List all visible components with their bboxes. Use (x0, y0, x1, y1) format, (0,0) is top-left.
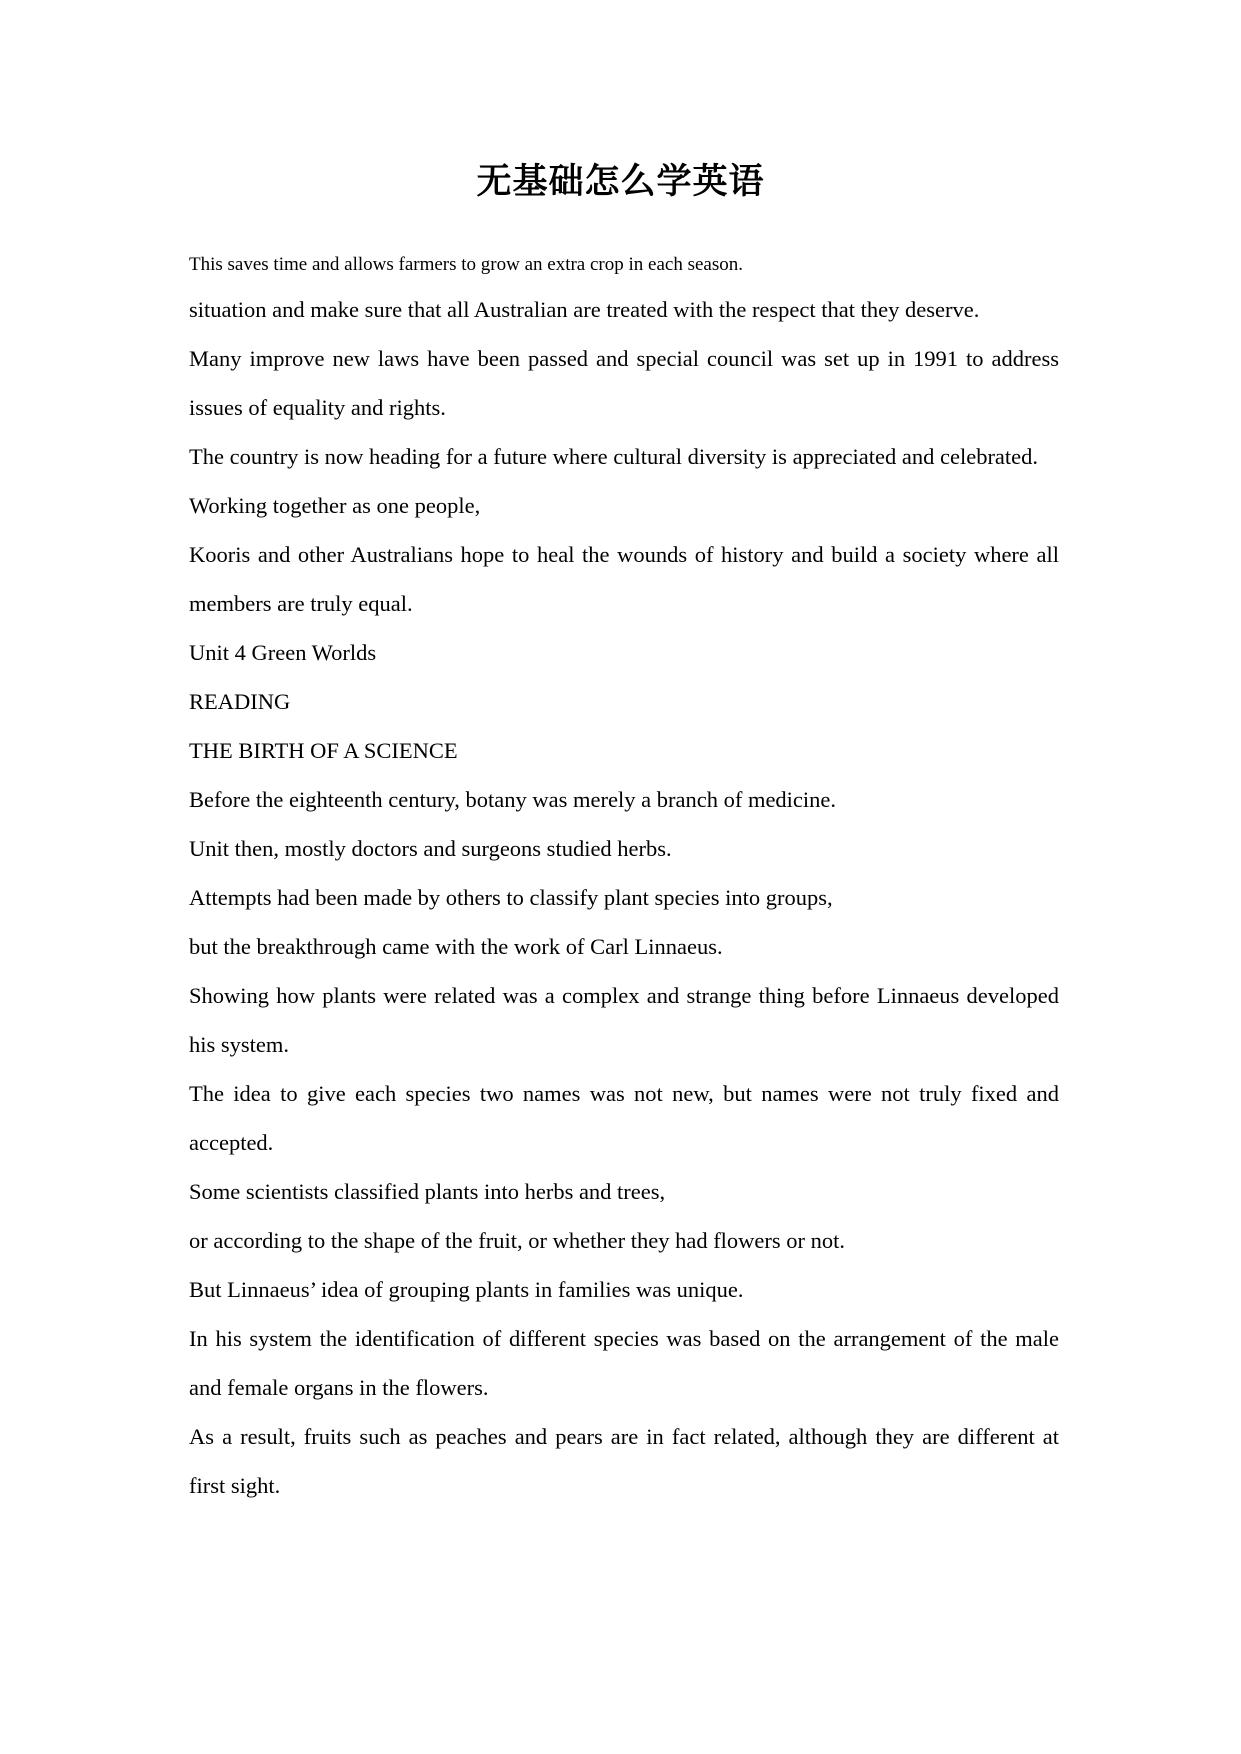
intro-line: This saves time and allows farmers to grow an extra crop in each season. (189, 254, 743, 275)
paragraph: But Linnaeus’ idea of grouping plants in families was unique. (189, 1277, 744, 1302)
document-body (189, 285, 1059, 1510)
paragraph: In his system the identification of different species was based on the arrangement of the male and female organs in the flowers. (189, 1326, 1059, 1400)
paragraph: situation and make sure that all Australian are treated with the respect that they deserve. (189, 297, 980, 322)
paragraph: Many improve new laws have been passed and special council was set up in 1991 to address issues of equality and rights. (189, 346, 1059, 420)
paragraph: As a result, fruits such as peaches and pears are in fact related, although they are different at first sight. (189, 1424, 1059, 1498)
paragraph: or according to the shape of the fruit, or whether they had flowers or not. (189, 1228, 846, 1253)
paragraph: Kooris and other Australians hope to heal the wounds of history and build a society where all members are truly equal. (189, 542, 1059, 616)
paragraph: Before the eighteenth century, botany was merely a branch of medicine. (189, 787, 837, 812)
document-title: 无基础怎么学英语 (476, 162, 765, 202)
paragraph: The idea to give each species two names was not new, but names were not truly fixed and accepted. (189, 1081, 1059, 1155)
paragraph: Working together as one people, (189, 493, 481, 518)
unit-heading: Unit 4 Green Worlds (189, 640, 377, 665)
paragraph: Some scientists classified plants into herbs and trees, (189, 1179, 666, 1204)
paragraph: Unit then, mostly doctors and surgeons studied herbs. (189, 836, 672, 861)
paragraph: The country is now heading for a future where cultural diversity is appreciated and celebrated. (189, 444, 1039, 469)
paragraph: Attempts had been made by others to classify plant species into groups, (189, 885, 833, 910)
reading-title: THE BIRTH OF A SCIENCE (189, 738, 458, 763)
section-heading: READING (189, 689, 291, 714)
paragraph: but the breakthrough came with the work of Carl Linnaeus. (189, 934, 723, 959)
paragraph: Showing how plants were related was a complex and strange thing before Linnaeus developed his system. (189, 983, 1059, 1057)
